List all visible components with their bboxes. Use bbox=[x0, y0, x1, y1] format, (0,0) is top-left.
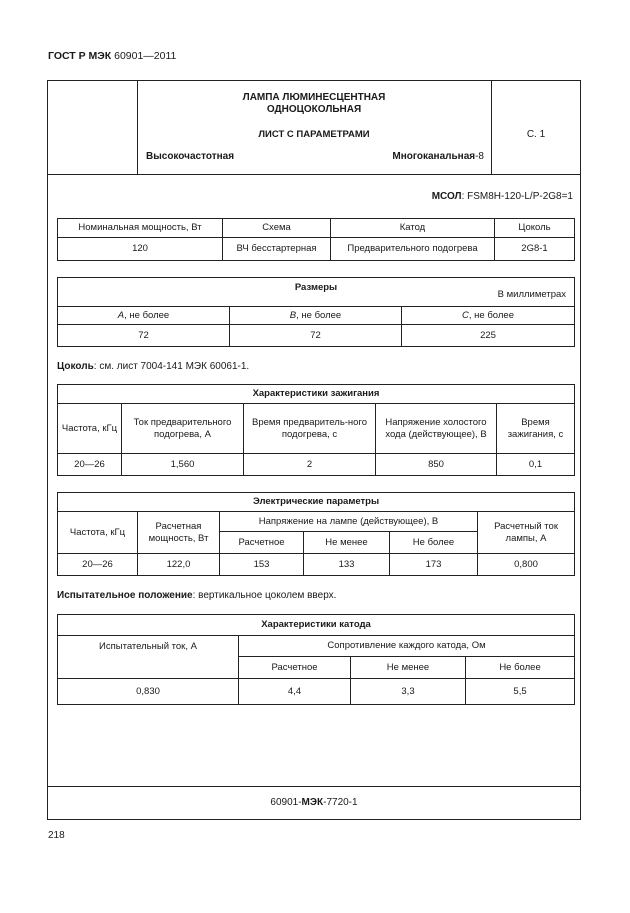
header-circuit: Схема bbox=[223, 219, 331, 238]
value-ign-open-voltage: 850 bbox=[376, 454, 497, 476]
value-dim-a: 72 bbox=[58, 325, 230, 347]
header-el-voltage-max: Не более bbox=[390, 532, 478, 554]
value-el-power: 122,0 bbox=[138, 554, 220, 576]
header-el-voltage-nominal: Расчетное bbox=[220, 532, 304, 554]
dimensions-table bbox=[57, 277, 575, 347]
value-el-current: 0,800 bbox=[478, 554, 575, 576]
value-cat-current: 0,830 bbox=[58, 679, 239, 705]
header-right-divider bbox=[491, 80, 492, 174]
header-divider bbox=[47, 174, 581, 175]
header-ign-time: Время зажигания, с bbox=[497, 404, 575, 454]
value-ign-freq: 20—26 bbox=[58, 454, 122, 476]
header-el-current: Расчетный ток лампы, А bbox=[478, 512, 575, 554]
value-el-voltage-nominal: 153 bbox=[220, 554, 304, 576]
header-cathode: Катод bbox=[331, 219, 495, 238]
electrical-title: Электрические параметры bbox=[58, 493, 575, 512]
page-number: 218 bbox=[48, 830, 65, 841]
value-cat-res-min: 3,3 bbox=[351, 679, 466, 705]
value-circuit: ВЧ бесстартерная bbox=[223, 238, 331, 261]
header-cat-current: Испытательный ток, А bbox=[58, 636, 239, 679]
value-cat-res-max: 5,5 bbox=[466, 679, 575, 705]
dimensions-title-cell bbox=[58, 278, 575, 307]
value-cat-res-nominal: 4,4 bbox=[239, 679, 351, 705]
header-cat-resistance: Сопротивление каждого катода, Ом bbox=[239, 636, 575, 657]
header-ign-preheat-current: Ток предварительного подогрева, А bbox=[122, 404, 244, 454]
ignition-table bbox=[57, 384, 575, 476]
value-el-voltage-min: 133 bbox=[304, 554, 390, 576]
header-el-voltage: Напряжение на лампе (действующее), В bbox=[220, 512, 478, 532]
unit-note: В миллиметрах bbox=[497, 289, 567, 300]
header-el-voltage-min: Не менее bbox=[304, 532, 390, 554]
value-ign-preheat-time: 2 bbox=[244, 454, 376, 476]
header-dim-c: С, не более bbox=[402, 307, 575, 325]
header-cat-res-nominal: Расчетное bbox=[239, 657, 351, 679]
header-cap: Цоколь bbox=[495, 219, 575, 238]
header-el-freq: Частота, кГц bbox=[58, 512, 138, 554]
value-el-voltage-max: 173 bbox=[390, 554, 478, 576]
main-parameters-table bbox=[57, 218, 575, 261]
value-el-freq: 20—26 bbox=[58, 554, 138, 576]
type-right: Многоканальная-8 bbox=[392, 151, 484, 162]
footer-divider bbox=[47, 786, 581, 787]
header-ign-freq: Частота, кГц bbox=[58, 404, 122, 454]
value-dim-c: 225 bbox=[402, 325, 575, 347]
standard-header bbox=[48, 50, 176, 62]
header-dim-b: В, не более bbox=[230, 307, 402, 325]
electrical-table bbox=[57, 492, 575, 576]
value-cap: 2G8-1 bbox=[495, 238, 575, 261]
header-ign-preheat-time: Время предваритель-ного подогрева, с bbox=[244, 404, 376, 454]
header-dim-a: А, не более bbox=[58, 307, 230, 325]
cap-note: Цоколь: см. лист 7004-141 МЭК 60061-1. bbox=[57, 361, 250, 372]
ignition-title: Характеристики зажигания bbox=[58, 385, 575, 404]
cathode-table bbox=[57, 614, 575, 705]
standard-prefix: ГОСТ Р МЭК bbox=[48, 50, 112, 62]
sheet-code: 60901-МЭК-7720-1 bbox=[270, 797, 358, 808]
cathode-title: Характеристики катода bbox=[58, 615, 575, 636]
dimensions-title: Размеры bbox=[294, 282, 338, 293]
header-el-power: Расчетная мощность, Вт bbox=[138, 512, 220, 554]
sheet-label: ЛИСТ С ПАРАМЕТРАМИ bbox=[258, 129, 370, 140]
value-ign-time: 0,1 bbox=[497, 454, 575, 476]
standard-number: 60901—2011 bbox=[114, 50, 177, 62]
header-cat-res-min: Не менее bbox=[351, 657, 466, 679]
page-ref: С. 1 bbox=[526, 129, 546, 140]
mcol-designation: МСОЛ: FSM8H-120-L/P-2G8=1 bbox=[431, 191, 573, 202]
type-left: Высокочастотная bbox=[146, 151, 235, 162]
value-dim-b: 72 bbox=[230, 325, 402, 347]
lamp-title: ЛАМПА ЛЮМИНЕСЦЕНТНАЯ ОДНОЦОКОЛЬНАЯ bbox=[242, 92, 386, 115]
value-power: 120 bbox=[58, 238, 223, 261]
test-position-note: Испытательное положение: вертикальное цоколем вверх. bbox=[57, 590, 337, 601]
value-ign-preheat-current: 1,560 bbox=[122, 454, 244, 476]
header-cat-res-max: Не более bbox=[466, 657, 575, 679]
header-ign-open-voltage: Напряжение холостого хода (действующее), В bbox=[376, 404, 497, 454]
header-power: Номинальная мощность, Вт bbox=[58, 219, 223, 238]
value-cathode: Предварительного подогрева bbox=[331, 238, 495, 261]
